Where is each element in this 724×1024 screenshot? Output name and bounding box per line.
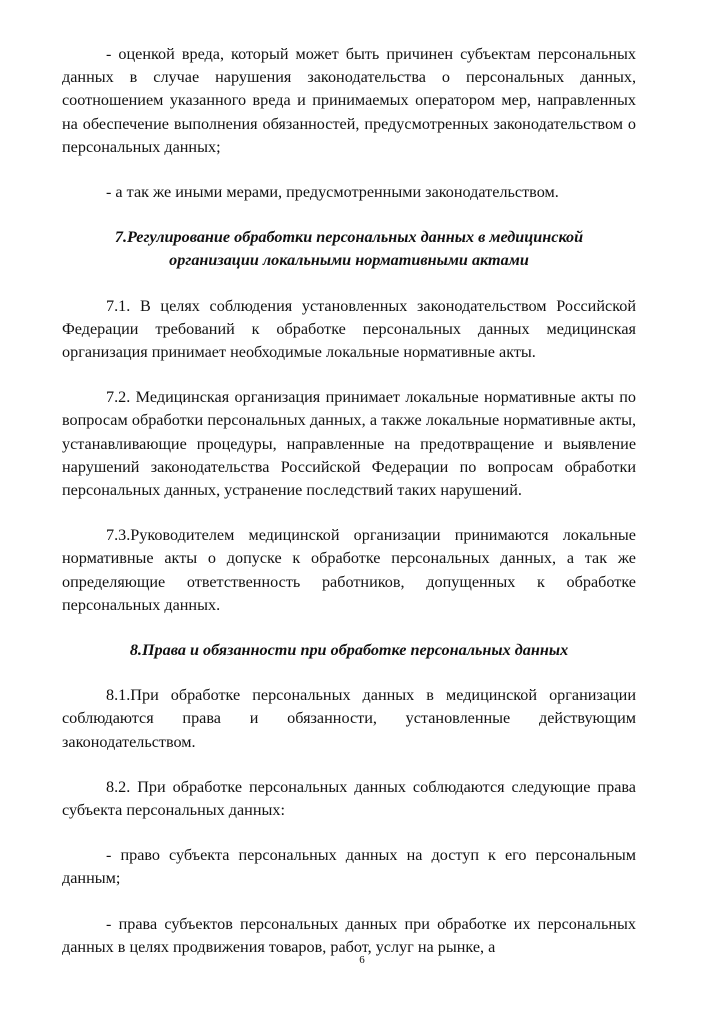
paragraph-other-measures: - а так же иными мерами, предусмотренными законодательством. [106, 183, 559, 202]
page-content [62, 43, 636, 959]
paragraph-harm-assessment: - оценкой вреда, который может быть причинен субъектам персональных данных в случае нарушения законодательства о персональных данных, соотношением указанного вреда и принимаемых оператором мер, направленных на обеспечение выполнения обязанностей, предусмотренных законодательством о персональных данных; [62, 45, 636, 156]
paragraph-right-of-access: - право субъекта персональных данных на доступ к его персональным данным; [62, 846, 636, 888]
paragraph-8-1: 8.1.При обработке персональных данных в медицинской организации соблюдаются права и обязанности, установленные действующим законодательством. [62, 686, 636, 751]
paragraph-7-1: 7.1. В целях соблюдения установленных законодательством Российской Федерации требований к обработке персональных данных медицинская организация принимает необходимые локальные нормативные акты. [62, 296, 636, 362]
page-number: 6 [359, 954, 365, 966]
section-8-heading: 8.Права и обязанности при обработке персональных данных [129, 641, 569, 660]
section-7-heading-line2: организации локальными нормативными актами [169, 251, 529, 270]
paragraph-8-2: 8.2. При обработке персональных данных соблюдаются следующие права субъекта персональных данных: [62, 777, 636, 820]
section-7-heading [62, 226, 636, 272]
paragraph-right-marketing: - права субъектов персональных данных при обработке их персональных данных в целях продвижения товаров, работ, услуг на рынке, а [62, 914, 636, 956]
paragraph-7-3: 7.3.Руководителем медицинской организации принимаются локальные нормативные акты о допуске к обработке персональных данных, а так же определяющие ответственность работников, допущенных к обработке персональных данных. [62, 526, 636, 614]
paragraph-7-2: 7.2. Медицинская организация принимает локальные нормативные акты по вопросам обработки персональных данных, а также локальные нормативные акты, устанавливающие процедуры, направленные на предотвращение и выявление нарушений законодательства Российской Федерации по вопросам обработки персональных данных, устранение последствий таких нарушений. [62, 388, 636, 500]
section-7-heading-line1: 7.Регулирование обработки персональных данных в медицинской [114, 228, 584, 247]
